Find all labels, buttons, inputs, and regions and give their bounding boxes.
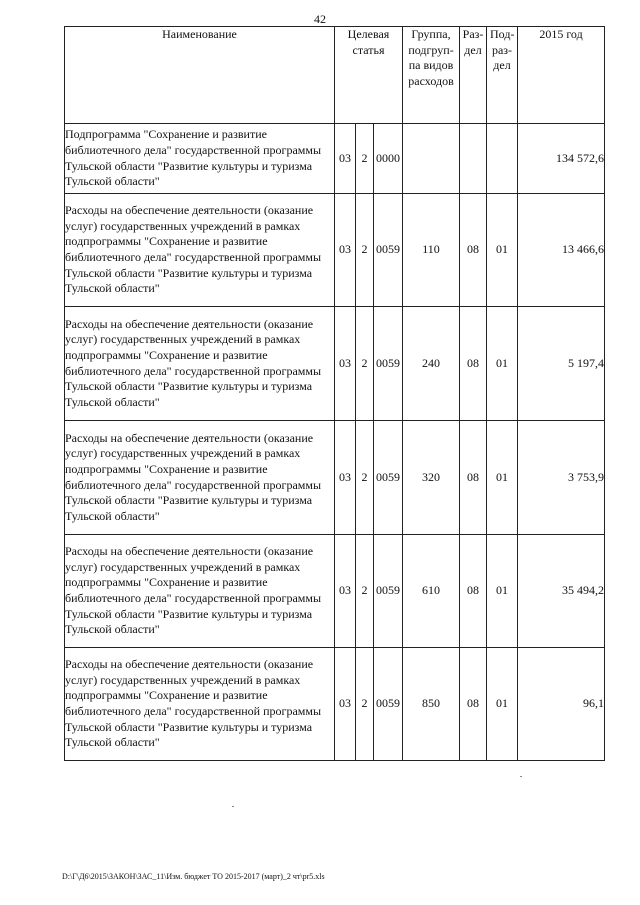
row-expense-group: 240	[403, 307, 460, 421]
table-row	[65, 124, 605, 194]
table-row	[65, 648, 605, 761]
row-name: Расходы на обеспечение деятельности (оказание услуг) государственных учреждений в рамках подпрограммы "Сохранение и развитие библиотечного дела" государственной программы Тульской области "Развитие культуры и туризма Тульской области"	[65, 194, 335, 307]
row-name: Расходы на обеспечение деятельности (оказание услуг) государственных учреждений в рамках подпрограммы "Сохранение и развитие библиотечного дела" государственной программы Тульской области "Развитие культуры и туризма Тульской области"	[65, 421, 335, 535]
row-code-program: 03	[335, 648, 356, 761]
header-subsection: Под-раз-дел	[487, 27, 518, 124]
row-section	[460, 124, 487, 194]
budget-table	[64, 26, 605, 761]
row-code-subprogram: 2	[356, 307, 374, 421]
row-code-item: 0000	[374, 124, 403, 194]
row-section: 08	[460, 421, 487, 535]
row-name: Расходы на обеспечение деятельности (оказание услуг) государственных учреждений в рамках подпрограммы "Сохранение и развитие библиотечного дела" государственной программы Тульской области "Развитие культуры и туризма Тульской области"	[65, 307, 335, 421]
row-code-item: 0059	[374, 307, 403, 421]
row-code-item: 0059	[374, 648, 403, 761]
row-code-program: 03	[335, 124, 356, 194]
table-row	[65, 194, 605, 307]
header-name: Наименование	[65, 27, 335, 124]
row-code-item: 0059	[374, 194, 403, 307]
row-expense-group	[403, 124, 460, 194]
scan-speck	[232, 806, 234, 807]
row-code-program: 03	[335, 307, 356, 421]
row-section: 08	[460, 648, 487, 761]
row-amount-2015: 3 753,9	[518, 421, 605, 535]
header-expense-group: Группа, подгруп-па видов расходов	[403, 27, 460, 124]
page-number: 42	[314, 12, 326, 26]
row-amount-2015: 35 494,2	[518, 535, 605, 648]
row-amount-2015: 13 466,6	[518, 194, 605, 307]
scan-speck	[520, 776, 522, 777]
row-code-item: 0059	[374, 535, 403, 648]
row-code-subprogram: 2	[356, 648, 374, 761]
header-section: Раз-дел	[460, 27, 487, 124]
header-year: 2015 год	[518, 27, 605, 124]
table-row	[65, 421, 605, 535]
row-section: 08	[460, 307, 487, 421]
row-code-subprogram: 2	[356, 535, 374, 648]
row-subsection: 01	[487, 307, 518, 421]
footer-file-path: D:\Г\Д6\2015\ЗАКОН\ЗАС_11\Изм. бюджет ТО 2015-2017 (март)_2 чт\pr5.xls	[62, 872, 325, 881]
row-expense-group: 320	[403, 421, 460, 535]
row-amount-2015: 5 197,4	[518, 307, 605, 421]
table-header-row	[65, 27, 605, 124]
row-name: Расходы на обеспечение деятельности (оказание услуг) государственных учреждений в рамках подпрограммы "Сохранение и развитие библиотечного дела" государственной программы Тульской области "Развитие культуры и туризма Тульской области"	[65, 535, 335, 648]
row-subsection: 01	[487, 194, 518, 307]
row-code-subprogram: 2	[356, 124, 374, 194]
row-amount-2015: 134 572,6	[518, 124, 605, 194]
row-code-subprogram: 2	[356, 421, 374, 535]
row-expense-group: 110	[403, 194, 460, 307]
row-code-program: 03	[335, 535, 356, 648]
table-row	[65, 535, 605, 648]
row-subsection: 01	[487, 535, 518, 648]
row-subsection: 01	[487, 421, 518, 535]
row-section: 08	[460, 535, 487, 648]
row-subsection: 01	[487, 648, 518, 761]
row-name: Подпрограмма "Сохранение и развитие библиотечного дела" государственной программы Тульской области "Развитие культуры и туризма Тульской области"	[65, 124, 335, 194]
row-amount-2015: 96,1	[518, 648, 605, 761]
row-code-program: 03	[335, 421, 356, 535]
row-expense-group: 850	[403, 648, 460, 761]
row-section: 08	[460, 194, 487, 307]
row-expense-group: 610	[403, 535, 460, 648]
row-subsection	[487, 124, 518, 194]
header-target-article: Целевая статья	[335, 27, 403, 124]
row-code-program: 03	[335, 194, 356, 307]
table-row	[65, 307, 605, 421]
row-code-subprogram: 2	[356, 194, 374, 307]
row-name: Расходы на обеспечение деятельности (оказание услуг) государственных учреждений в рамках подпрограммы "Сохранение и развитие библиотечного дела" государственной программы Тульской области "Развитие культуры и туризма Тульской области"	[65, 648, 335, 761]
row-code-item: 0059	[374, 421, 403, 535]
